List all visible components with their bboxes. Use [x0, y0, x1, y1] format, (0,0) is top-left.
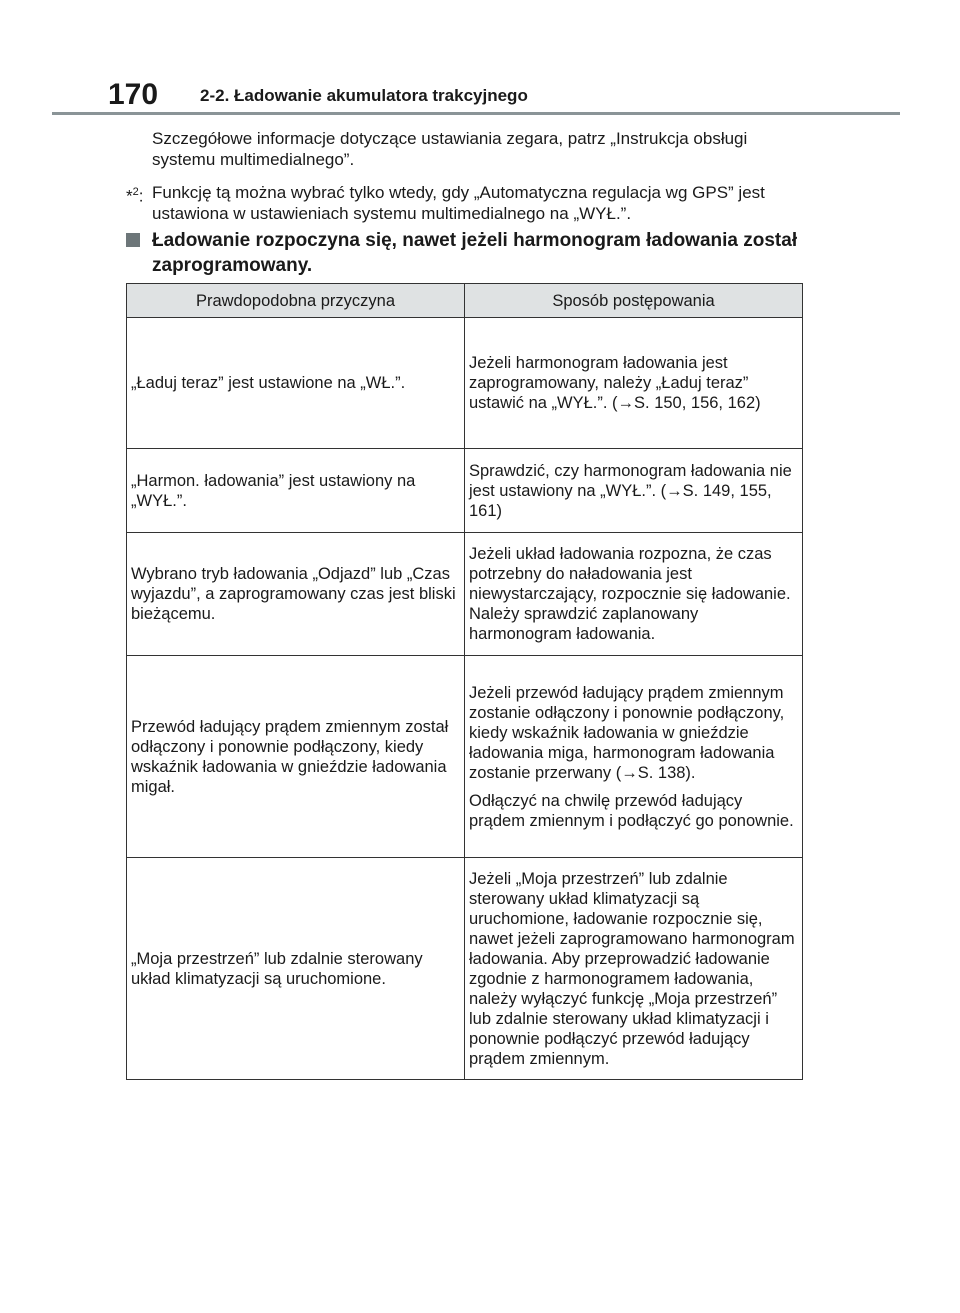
cause-cell: „Moja przestrzeń” lub zdalnie sterowany układ klimatyzacji są uruchomione. [127, 858, 465, 1080]
action-cell: Jeżeli układ ładowania rozpozna, że czas potrzebny do naładowania jest niewystarczający, rozpocznie się ładowanie. Należy sprawdzić zaplanowany harmonogram ładowania. [465, 533, 803, 656]
section-heading-text: Ładowanie rozpoczyna się, nawet jeżeli harmonogram ładowania został zaprogramowany. [152, 230, 798, 276]
column-header-cause: Prawdopodobna przyczyna [127, 284, 465, 318]
square-bullet-icon [126, 233, 140, 247]
page-number: 170 [108, 78, 159, 111]
section-title: 2-2. Ładowanie akumulatora trakcyjnego [200, 86, 528, 105]
cause-cell: Przewód ładujący prądem zmiennym został odłączony i ponownie podłączony, kiedy wskaźnik ładowania w gnieździe ładowania migał. [127, 656, 465, 858]
cause-cell: „Harmon. ładowania” jest ustawiony na „WYŁ.”. [127, 449, 465, 533]
action-cell: Jeżeli harmonogram ładowania jest zaprogramowany, należy „Ładuj teraz” ustawić na „WYŁ.”. (→S. 150, 156, 162) [465, 318, 803, 449]
cause-cell: Wybrano tryb ładowania „Odjazd” lub „Czas wyjazdu”, a zaprogramowany czas jest bliski bieżącemu. [127, 533, 465, 656]
header-divider [52, 112, 900, 115]
table-row [127, 656, 803, 858]
table-row [127, 318, 803, 449]
intro-paragraph: Szczegółowe informacje dotyczące ustawiania zegara, patrz „Instrukcja obsługi systemu multimedialnego”. [152, 129, 748, 169]
table-header-row [127, 284, 803, 318]
column-header-action: Sposób postępowania [465, 284, 803, 318]
table-row [127, 533, 803, 656]
action-cell: Jeżeli „Moja przestrzeń” lub zdalnie sterowany układ klimatyzacji są uruchomione, ładowanie rozpocznie się, nawet jeżeli zaprogramowano harmonogram ładowania. Aby przeprowadzić ładowanie zgodnie z harmonogramem ładowania, należy wyłączyć funkcję „Moja przestrzeń” lub zdalnie sterowany układ klimatyzacji i ponownie podłączyć przewód ładujący prądem zmiennym. [465, 858, 803, 1080]
troubleshooting-table [126, 283, 803, 1080]
cause-cell: „Ładuj teraz” jest ustawione na „WŁ.”. [127, 318, 465, 449]
action-cell: Jeżeli przewód ładujący prądem zmiennym zostanie odłączony i ponownie podłączony, kiedy wskaźnik ładowania w gnieździe ładowania miga, harmonogram ładowania zostanie przerwany (→S. 138). Odłączyć na chwilę przewód ładujący prądem zmiennym i podłączyć go ponownie. [465, 656, 803, 858]
page-header [108, 80, 900, 116]
footnote-marker: *$^2$: [126, 186, 144, 206]
footnote-text: Funkcję tą można wybrać tylko wtedy, gdy „Automatyczna regulacja wg GPS” jest ustawiona w ustawieniach systemu multimedialnego na „WYŁ.”. [152, 183, 765, 223]
action-cell: Sprawdzić, czy harmonogram ładowania nie jest ustawiony na „WYŁ.”. (→S. 149, 155, 161) [465, 449, 803, 533]
table-row [127, 449, 803, 533]
table-row [127, 858, 803, 1080]
